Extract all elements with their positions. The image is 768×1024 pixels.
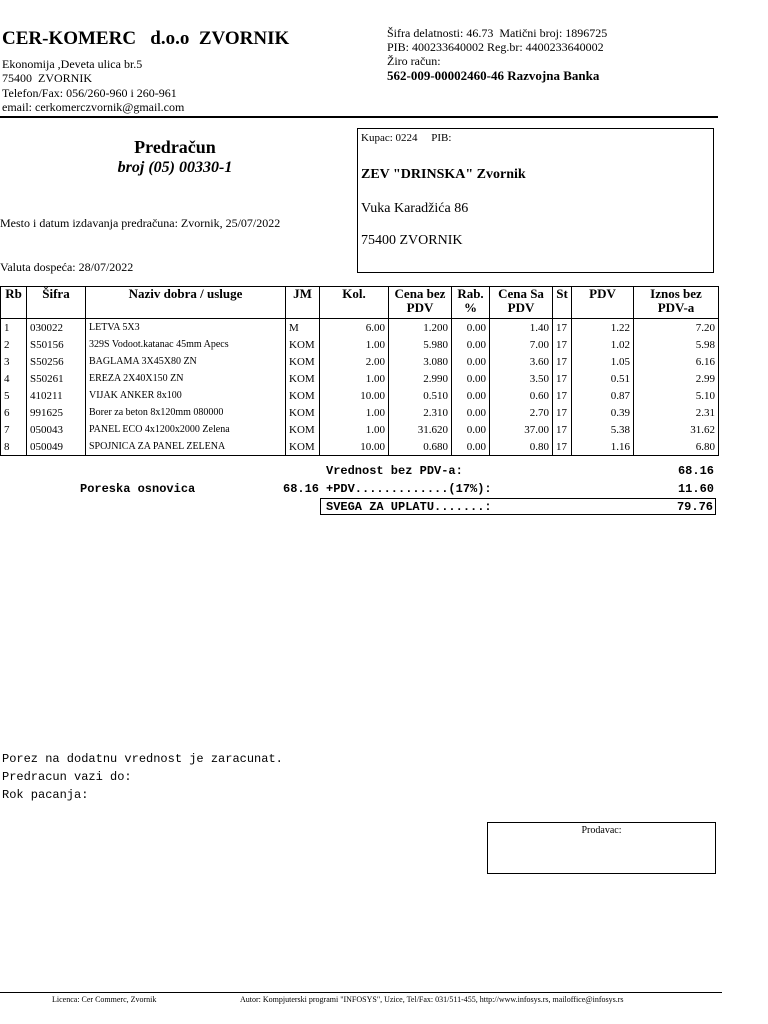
cell-rab: 0.00 (452, 438, 490, 456)
cell-st: 17 (553, 404, 572, 421)
cell-cena-bez: 0.510 (389, 387, 452, 404)
header-naziv: Naziv dobra / usluge (86, 287, 286, 319)
cell-naziv: BAGLAMA 3X45X80 ZN (86, 353, 286, 370)
cell-iznos: 5.98 (634, 336, 719, 353)
vat-value: 11.60 (677, 482, 714, 496)
cell-sifra: 050049 (27, 438, 86, 456)
table-row (1, 353, 719, 370)
cell-rb: 1 (1, 319, 27, 337)
cell-iznos: 6.16 (634, 353, 719, 370)
cell-sifra: S50261 (27, 370, 86, 387)
header-pdv: PDV (572, 287, 634, 319)
total-net-label: Vrednost bez PDV-a: (326, 464, 463, 478)
seller-signature-box (487, 822, 716, 874)
cell-jm: KOM (286, 387, 320, 404)
cell-cena-bez: 2.990 (389, 370, 452, 387)
buyer-code-label: Kupac: (361, 132, 393, 144)
registry-pib-line: PIB: 400233640002 Reg.br: 4400233640002 (387, 40, 604, 54)
table-row (1, 404, 719, 421)
cell-st: 17 (553, 353, 572, 370)
cell-jm: KOM (286, 404, 320, 421)
cell-cena-sa: 3.50 (490, 370, 553, 387)
bank-account: 562-009-00002460-46 Razvojna Banka (387, 68, 600, 83)
cell-rab: 0.00 (452, 353, 490, 370)
cell-pdv: 0.51 (572, 370, 634, 387)
cell-iznos: 5.10 (634, 387, 719, 404)
cell-rab: 0.00 (452, 319, 490, 337)
invoice-title: Predračun (134, 137, 216, 157)
cell-naziv: Borer za beton 8x120mm 080000 (86, 404, 286, 421)
cell-pdv: 1.02 (572, 336, 634, 353)
cell-pdv: 5.38 (572, 421, 634, 438)
cell-sifra: 050043 (27, 421, 86, 438)
cell-naziv: SPOJNICA ZA PANEL ZELENA (86, 438, 286, 456)
cell-kol: 1.00 (320, 336, 389, 353)
table-row (1, 438, 719, 456)
cell-naziv: PANEL ECO 4x1200x2000 Zelena (86, 421, 286, 438)
header-rab: Rab. % (452, 287, 490, 319)
buyer-name: ZEV "DRINSKA" Zvornik (361, 167, 526, 182)
tax-base-value: 68.16 (283, 482, 320, 496)
cell-rab: 0.00 (452, 421, 490, 438)
tax-base-label: Poreska osnovica (80, 482, 196, 496)
header-cena-sa: Cena Sa PDV (490, 287, 553, 319)
payment-term-note: Rok pacanja: (2, 788, 89, 802)
cell-cena-sa: 0.80 (490, 438, 553, 456)
valid-until-note: Predracun vazi do: (2, 770, 132, 784)
cell-iznos: 31.62 (634, 421, 719, 438)
buyer-street: Vuka Karadžića 86 (361, 201, 469, 216)
cell-naziv: EREZA 2X40X150 ZN (86, 370, 286, 387)
header-kol: Kol. (320, 287, 389, 319)
cell-pdv: 0.87 (572, 387, 634, 404)
cell-st: 17 (553, 387, 572, 404)
cell-jm: KOM (286, 438, 320, 456)
cell-jm: KOM (286, 370, 320, 387)
registry-activity-line: Šifra delatnosti: 46.73 Matični broj: 1896725 (387, 26, 608, 40)
cell-kol: 1.00 (320, 370, 389, 387)
cell-rab: 0.00 (452, 404, 490, 421)
cell-rb: 3 (1, 353, 27, 370)
company-email: email: cerkomerczvornik@gmail.com (2, 100, 185, 114)
header-divider (0, 116, 718, 118)
cell-rab: 0.00 (452, 370, 490, 387)
cell-st: 17 (553, 319, 572, 337)
cell-kol: 2.00 (320, 353, 389, 370)
cell-sifra: S50156 (27, 336, 86, 353)
cell-cena-bez: 31.620 (389, 421, 452, 438)
cell-rb: 5 (1, 387, 27, 404)
cell-cena-bez: 3.080 (389, 353, 452, 370)
cell-rb: 6 (1, 404, 27, 421)
cell-cena-sa: 37.00 (490, 421, 553, 438)
cell-rb: 8 (1, 438, 27, 456)
cell-naziv: VIJAK ANKER 8x100 (86, 387, 286, 404)
cell-kol: 10.00 (320, 387, 389, 404)
cell-kol: 6.00 (320, 319, 389, 337)
cell-pdv: 1.05 (572, 353, 634, 370)
cell-rb: 7 (1, 421, 27, 438)
cell-cena-bez: 2.310 (389, 404, 452, 421)
cell-cena-sa: 7.00 (490, 336, 553, 353)
buyer-pib-label: PIB: (431, 132, 452, 144)
invoice-place-date: Mesto i datum izdavanja predračuna: Zvornik, 25/07/2022 (0, 216, 281, 230)
cell-st: 17 (553, 438, 572, 456)
table-header-row (1, 287, 719, 319)
header-rb: Rb (1, 287, 27, 319)
buyer-box (357, 128, 714, 273)
table-row (1, 336, 719, 353)
footer-license: Licenca: Cer Commerc, Zvornik (52, 995, 157, 1004)
buyer-city: 75400 ZVORNIK (361, 233, 463, 248)
cell-jm: KOM (286, 353, 320, 370)
table-row (1, 319, 719, 337)
cell-st: 17 (553, 370, 572, 387)
total-net-value: 68.16 (677, 464, 714, 478)
cell-jm: KOM (286, 421, 320, 438)
cell-pdv: 1.16 (572, 438, 634, 456)
vat-label: +PDV.............(17%): (326, 482, 492, 496)
cell-kol: 10.00 (320, 438, 389, 456)
header-cena-bez: Cena bez PDV (389, 287, 452, 319)
buyer-code-line (361, 132, 451, 144)
cell-sifra: 410211 (27, 387, 86, 404)
footer-author: Autor: Kompjuterski programi "INFOSYS", Uzice, Tel/Fax: 031/511-455, http://www.infosys.rs, mailoffice@infosys.rs (240, 995, 624, 1004)
invoice-due-date: Valuta dospeća: 28/07/2022 (0, 260, 134, 274)
registry-account-label: Žiro račun: (387, 54, 441, 68)
cell-naziv: 329S Vodoot.katanac 45mm Apecs (86, 336, 286, 353)
cell-cena-sa: 2.70 (490, 404, 553, 421)
company-phone: Telefon/Fax: 056/260-960 i 260-961 (2, 86, 177, 100)
cell-cena-bez: 5.980 (389, 336, 452, 353)
cell-rab: 0.00 (452, 387, 490, 404)
header-st: St (553, 287, 572, 319)
cell-cena-bez: 0.680 (389, 438, 452, 456)
cell-iznos: 2.99 (634, 370, 719, 387)
cell-rab: 0.00 (452, 336, 490, 353)
cell-iznos: 2.31 (634, 404, 719, 421)
table-row (1, 370, 719, 387)
header-iznos: Iznos bez PDV-a (634, 287, 719, 319)
header-sifra: Šifra (27, 287, 86, 319)
cell-sifra: 030022 (27, 319, 86, 337)
seller-label: Prodavac: (581, 825, 622, 836)
cell-cena-sa: 1.40 (490, 319, 553, 337)
cell-pdv: 1.22 (572, 319, 634, 337)
cell-kol: 1.00 (320, 421, 389, 438)
grand-total-label: SVEGA ZA UPLATU.......: (326, 500, 492, 514)
cell-rb: 2 (1, 336, 27, 353)
company-address-line2: 75400 ZVORNIK (2, 71, 92, 85)
company-name: CER-KOMERC d.o.o ZVORNIK (2, 28, 290, 49)
cell-rb: 4 (1, 370, 27, 387)
cell-kol: 1.00 (320, 404, 389, 421)
invoice-number: broj (05) 00330-1 (117, 159, 233, 176)
items-table (0, 286, 719, 456)
cell-cena-sa: 3.60 (490, 353, 553, 370)
cell-pdv: 0.39 (572, 404, 634, 421)
cell-iznos: 7.20 (634, 319, 719, 337)
buyer-code-value: 0224 (395, 132, 418, 144)
cell-jm: KOM (286, 336, 320, 353)
table-row (1, 387, 719, 404)
cell-naziv: LETVA 5X3 (86, 319, 286, 337)
footer-divider (0, 992, 722, 993)
vat-note: Porez na dodatnu vrednost je zaracunat. (2, 752, 283, 766)
header-jm: JM (286, 287, 320, 319)
cell-st: 17 (553, 336, 572, 353)
company-address-line1: Ekonomija ,Deveta ulica br.5 (2, 57, 143, 71)
cell-st: 17 (553, 421, 572, 438)
cell-iznos: 6.80 (634, 438, 719, 456)
cell-sifra: S50256 (27, 353, 86, 370)
grand-total-value: 79.76 (676, 500, 713, 514)
grand-total-box (320, 498, 716, 515)
cell-jm: M (286, 319, 320, 337)
cell-sifra: 991625 (27, 404, 86, 421)
cell-cena-bez: 1.200 (389, 319, 452, 337)
table-row (1, 421, 719, 438)
cell-cena-sa: 0.60 (490, 387, 553, 404)
